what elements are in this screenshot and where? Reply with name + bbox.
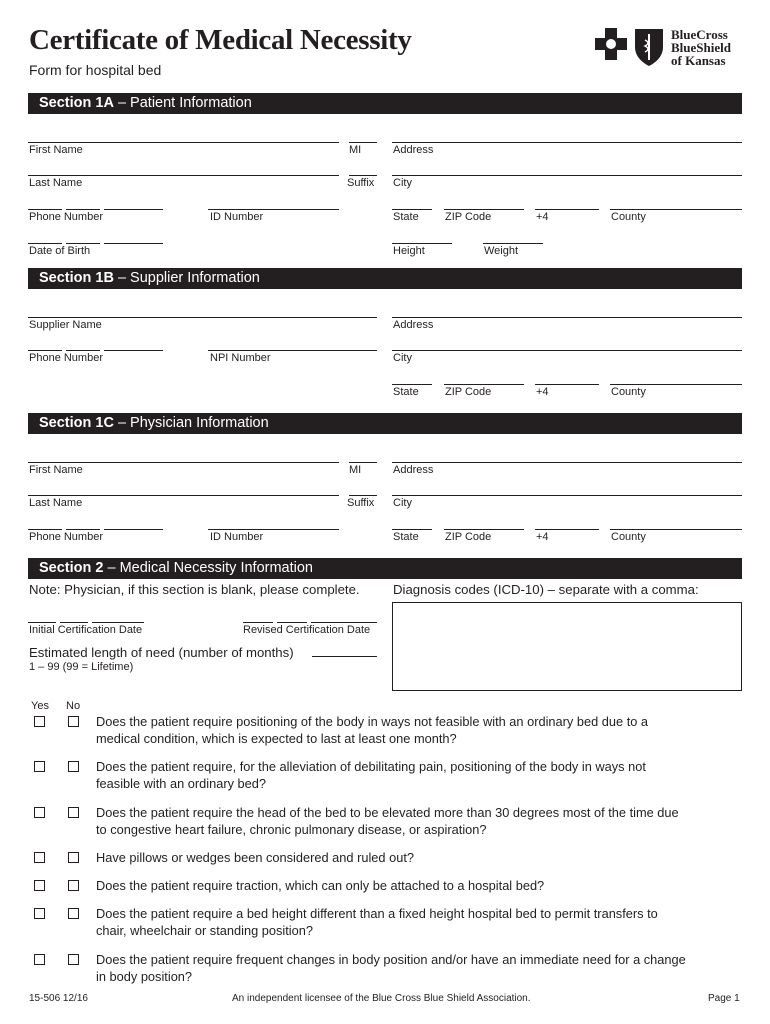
yes-header: Yes (31, 700, 49, 712)
page-subtitle: Form for hospital bed (29, 62, 162, 78)
supplier-name-field[interactable]: Supplier Name (29, 319, 102, 331)
zip-plus4-field[interactable]: +4 (536, 211, 549, 223)
physician-id-field[interactable]: ID Number (210, 531, 264, 543)
page-title: Certificate of Medical Necessity (29, 24, 412, 56)
supplier-state-field[interactable]: State (393, 386, 419, 398)
section-1a-header: Section 1A – Patient Information (28, 93, 742, 114)
zip-code-field[interactable]: ZIP Code (445, 211, 492, 223)
length-of-need-field[interactable] (312, 656, 377, 657)
no-checkbox[interactable] (68, 954, 79, 965)
npi-number-field[interactable]: NPI Number (210, 352, 271, 364)
supplier-plus4-field[interactable]: +4 (536, 386, 549, 398)
suffix-field[interactable]: Suffix (347, 177, 375, 189)
no-header: No (66, 700, 81, 712)
diagnosis-codes-box[interactable] (392, 602, 742, 691)
length-of-need-label: Estimated length of need (number of months) (29, 645, 294, 660)
physician-zip-field[interactable]: ZIP Code (445, 531, 492, 543)
section-2-header: Section 2 – Medical Necessity Information (28, 558, 742, 579)
no-checkbox[interactable] (68, 880, 79, 891)
yes-checkbox[interactable] (34, 852, 45, 863)
no-checkbox[interactable] (68, 908, 79, 919)
physician-state-field[interactable]: State (393, 531, 419, 543)
physician-city-field[interactable]: City (393, 497, 412, 509)
supplier-address-field[interactable]: Address (393, 319, 434, 331)
diagnosis-label: Diagnosis codes (ICD-10) – separate with a comma: (393, 582, 699, 597)
section-1c-header: Section 1C – Physician Information (28, 413, 742, 434)
physician-address-field[interactable]: Address (393, 464, 434, 476)
question-text: Does the patient require the head of the bed to be elevated more than 30 degrees most of the time due to congestive heart failure, chronic pulmonary disease, or aspiration? (96, 805, 679, 837)
height-field[interactable]: Height (393, 245, 425, 257)
form-id: 15-506 12/16 (29, 993, 88, 1004)
yes-checkbox[interactable] (34, 807, 45, 818)
address-field[interactable]: Address (393, 144, 434, 156)
physician-plus4-field[interactable]: +4 (536, 531, 549, 543)
no-checkbox[interactable] (68, 716, 79, 727)
weight-field[interactable]: Weight (484, 245, 519, 257)
supplier-phone-field[interactable]: Phone Number (29, 352, 103, 364)
revised-cert-date-field[interactable]: Revised Certification Date (243, 624, 371, 636)
physician-suffix-field[interactable]: Suffix (347, 497, 375, 509)
first-name-field[interactable]: First Name (29, 144, 83, 156)
supplier-city-field[interactable]: City (393, 352, 412, 364)
brand-name: BlueCross BlueShield of Kansas (671, 27, 731, 68)
yes-checkbox[interactable] (34, 880, 45, 891)
no-checkbox[interactable] (68, 761, 79, 772)
question-text: Have pillows or wedges been considered and ruled out? (96, 850, 414, 865)
physician-first-name-field[interactable]: First Name (29, 464, 83, 476)
yes-checkbox[interactable] (34, 954, 45, 965)
length-range-hint: 1 – 99 (99 = Lifetime) (29, 661, 134, 673)
yes-checkbox[interactable] (34, 761, 45, 772)
question-text: Does the patient require frequent changes in body position and/or have an immediate need for a change in body position? (96, 952, 686, 984)
dob-field[interactable]: Date of Birth (29, 245, 91, 257)
no-checkbox[interactable] (68, 807, 79, 818)
initial-cert-date-field[interactable]: Initial Certification Date (29, 624, 143, 636)
phone-number-field[interactable]: Phone Number (29, 211, 103, 223)
id-number-field[interactable]: ID Number (210, 211, 264, 223)
page-number: Page 1 (708, 993, 740, 1004)
physician-note: Note: Physician, if this section is blank, please complete. (29, 582, 360, 597)
physician-mi-field[interactable]: MI (349, 464, 362, 476)
physician-phone-field[interactable]: Phone Number (29, 531, 103, 543)
question-text: Does the patient require traction, which can only be attached to a hospital bed? (96, 878, 545, 893)
physician-last-name-field[interactable]: Last Name (29, 497, 83, 509)
county-field[interactable]: County (611, 211, 646, 223)
bcbs-logo-icon (595, 28, 667, 68)
mi-field[interactable]: MI (349, 144, 362, 156)
question-text: Does the patient require positioning of the body in ways not feasible with an ordinary bed due to a medical condition, which is expected to last at least one month? (96, 714, 649, 746)
licensee-text: An independent licensee of the Blue Cross Blue Shield Association. (232, 993, 531, 1004)
yes-checkbox[interactable] (34, 716, 45, 727)
physician-county-field[interactable]: County (611, 531, 646, 543)
no-checkbox[interactable] (68, 852, 79, 863)
question-text: Does the patient require, for the alleviation of debilitating pain, positioning of the body in ways not feasible with an ordinary bed? (96, 759, 646, 791)
supplier-zip-field[interactable]: ZIP Code (445, 386, 492, 398)
city-field[interactable]: City (393, 177, 412, 189)
question-text: Does the patient require a bed height different than a fixed height hospital bed to permit transfers to chair, wheelchair or standing position? (96, 906, 658, 938)
supplier-county-field[interactable]: County (611, 386, 646, 398)
last-name-field[interactable]: Last Name (29, 177, 83, 189)
section-1b-header: Section 1B – Supplier Information (28, 268, 742, 289)
state-field[interactable]: State (393, 211, 419, 223)
yes-checkbox[interactable] (34, 908, 45, 919)
